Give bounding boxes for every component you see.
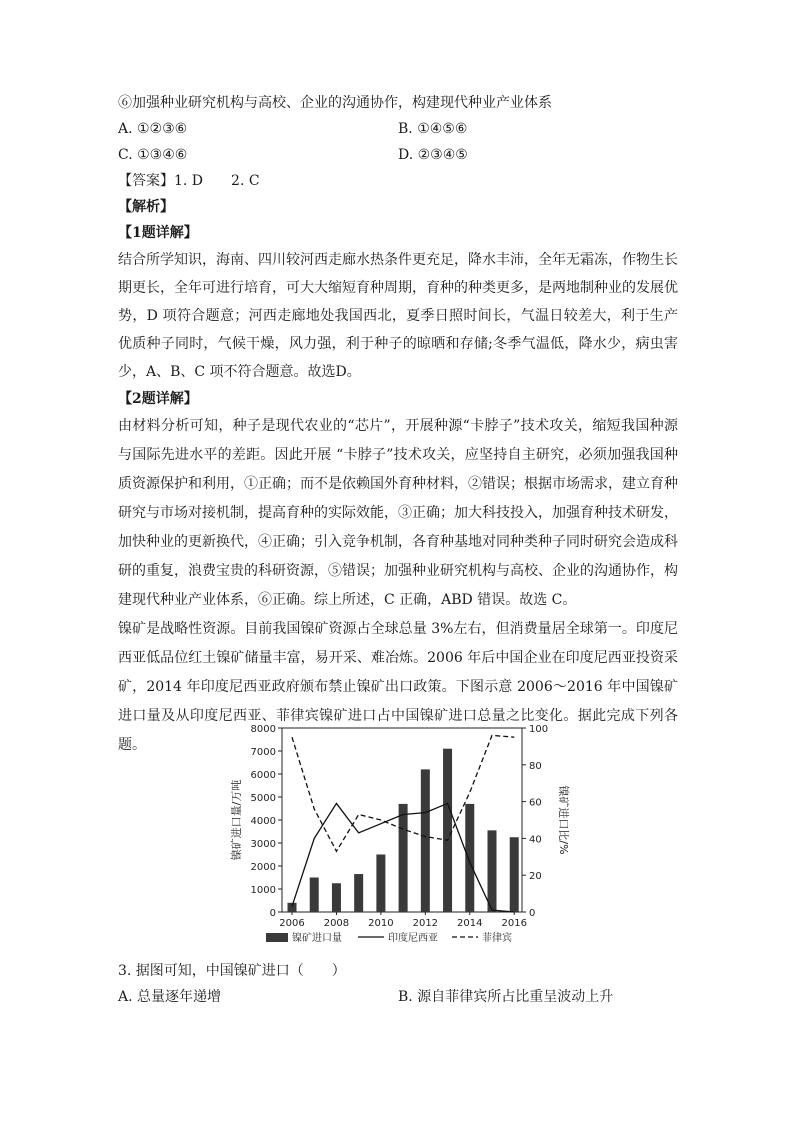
x-tick-label: 2014 (457, 918, 483, 929)
q1-explanation: 结合所学知识，海南、四川较河西走廊水热条件更充足，降水丰沛，全年无霜冻，作物生长期更长，全年可进行培育，可大大缩短育种周期，育种的种类更多，是两地制种业的发展优势，D 项符合题意；河西走廊地处我国西北，夏季日照时间长，气温日较差大，利于生产优质种子同时，气候干燥，风力强，利于种子的晾晒和存储;冬季气温低，降水少，病虫害少，A、B、C 项不符合题意。故选D。 (118, 252, 678, 380)
bar (443, 749, 452, 912)
y-left-tick-label: 6000 (250, 770, 276, 781)
option-a: A. ①②③⑥ (118, 121, 188, 137)
y-left-tick-label: 7000 (250, 747, 276, 758)
legend-label: 菲律宾 (482, 933, 512, 944)
bar (288, 903, 297, 912)
x-tick-label: 2010 (368, 918, 394, 929)
y-right-axis-title: 镍矿进口比/% (557, 785, 570, 855)
y-left-tick-label: 1000 (250, 885, 276, 896)
y-left-tick-label: 2000 (250, 862, 276, 873)
bar (510, 837, 519, 912)
q3-option-a: A. 总量逐年递增 (118, 989, 222, 1005)
bar (376, 855, 385, 913)
y-left-tick-label: 3000 (250, 839, 276, 850)
option-item-6: ⑥加强种业研究机构与高校、企业的沟通协作，构建现代种业产业体系 (118, 95, 552, 111)
q2-explanation: 由材料分析可知，种子是现代农业的“芯片”，开展种源“卡脖子”技术攻关，缩短我国种源与国际先进水平的差距。因此开展 “卡脖子”技术攻关，应坚持自主研究，必须加强我国种质资源保护和利用，①正确；而不是依赖国外育种材料，②错误；根据市场需求，建立育种研究与市场对接机制，提高育种的实际效能，③正确；加大科技投入，加强育种技术研发，加快种业的更新换代，④正确；引入竞争机制，各育种基地对同种类种子同时研究会造成科研的重复，浪费宝贵的科研资源，⑤错误；加强种业研究机构与高校、企业的沟通协作，构建现代种业产业体系，⑥正确。综上所述，C 正确，ABD 错误。故选 C。 (118, 418, 678, 608)
y-left-tick-label: 0 (269, 908, 276, 919)
q3-option-b: B. 源自菲律宾所占比重呈波动上升 (398, 989, 614, 1005)
y-right-tick-label: 0 (529, 908, 536, 919)
option-b: B. ①④⑤⑥ (398, 121, 468, 137)
y-left-tick-label: 8000 (250, 724, 276, 735)
option-c: C. ①③④⑥ (118, 147, 188, 163)
answer-line: 【答案】1. D 2. C (118, 173, 260, 189)
x-tick-label: 2006 (279, 918, 305, 929)
bar (310, 878, 319, 913)
bar (488, 830, 497, 912)
y-right-tick-label: 100 (529, 724, 549, 735)
y-left-axis-title: 镍矿进口量/万吨 (230, 779, 243, 861)
nickel-import-chart (222, 715, 572, 955)
option-row (118, 116, 678, 142)
chart-svg (222, 715, 572, 955)
q1-detail-label: 【1题详解】 (118, 225, 198, 241)
y-left-tick-label: 4000 (250, 816, 276, 827)
option-d: D. ②③④⑤ (398, 147, 468, 163)
y-left-tick-label: 5000 (250, 793, 276, 804)
y-right-tick-label: 20 (529, 871, 542, 883)
q3-stem: 3. 据图可知，中国镍矿进口（ ） (118, 963, 346, 979)
bar (421, 769, 430, 912)
y-right-tick-label: 80 (529, 760, 542, 772)
option-row (118, 142, 678, 168)
legend-bar-swatch (266, 933, 288, 942)
y-right-tick-label: 60 (529, 797, 542, 809)
question-3 (118, 958, 678, 1010)
x-tick-label: 2016 (501, 918, 527, 929)
document-body (118, 90, 678, 760)
x-tick-label: 2012 (412, 918, 439, 929)
bar (332, 883, 341, 912)
q2-detail-label: 【2题详解】 (118, 391, 198, 407)
analysis-label: 【解析】 (118, 199, 174, 215)
legend-label: 镍矿进口量 (292, 933, 342, 944)
x-tick-label: 2008 (323, 918, 350, 929)
bar (399, 804, 408, 912)
y-right-tick-label: 40 (529, 834, 542, 846)
legend-label: 印度尼西亚 (388, 933, 438, 944)
bar (354, 874, 363, 912)
material-paragraph: 镍矿是战略性资源。目前我国镍矿资源占全球总量 3%左右，但消费量居全球第一。印度尼西亚低品位红土镍矿储量丰富，易开采、难冶炼。2006 年后中国企业在印度尼西亚投资采矿，2014 年印度尼西亚政府颁布禁止镍矿出口政策。下图示意 2006～2016 年中国镍矿进口量及从印度尼西亚、菲律宾镍矿进口占中国镍矿进口总量之比变化。据此完成下列各题。 (118, 621, 678, 753)
bar (465, 804, 474, 912)
q3-option-row (118, 984, 678, 1010)
